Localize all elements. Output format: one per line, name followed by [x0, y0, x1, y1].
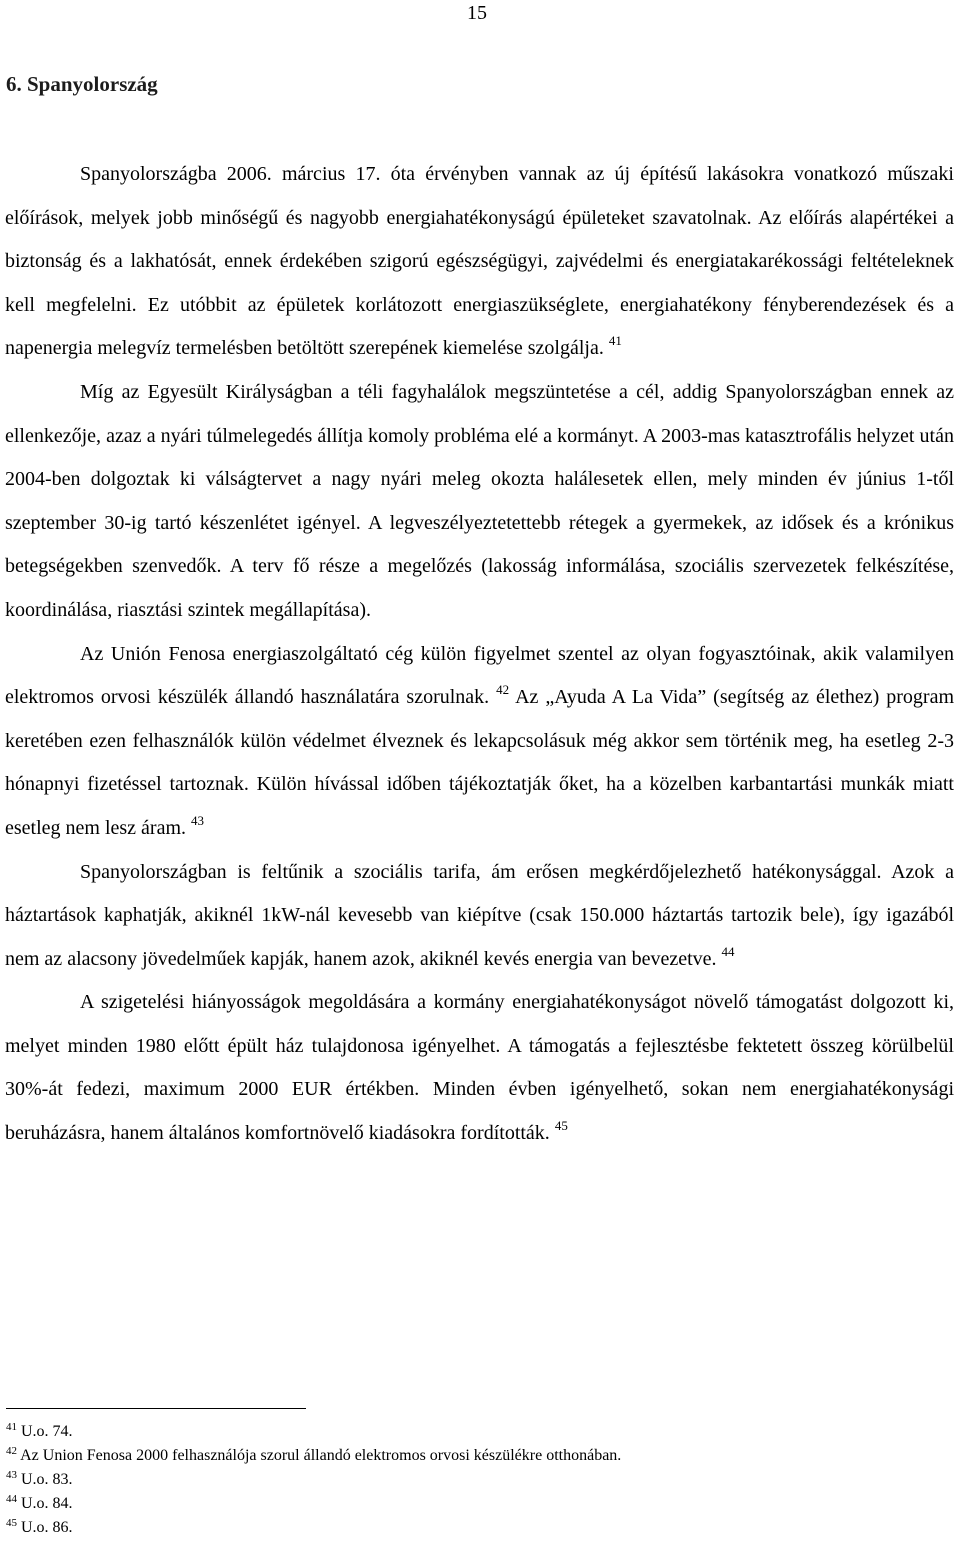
footnote-ref: 42 — [496, 682, 510, 698]
footnote-text: U.o. 86. — [21, 1519, 73, 1536]
paragraph — [5, 371, 954, 633]
footnote-text: U.o. 84. — [21, 1495, 73, 1512]
footnotes — [6, 1420, 946, 1540]
footnote — [6, 1516, 946, 1540]
paragraph — [5, 851, 954, 982]
paragraph — [5, 153, 954, 371]
footnote-number: 45 — [6, 1517, 17, 1529]
footnote-text: Az Union Fenosa 2000 felhasználója szorul állandó elektromos orvosi készülékre otthonában. — [20, 1447, 622, 1464]
paragraph-text: Míg az Egyesült Királyságban a téli fagyhalálok megszüntetése a cél, addig Spanyolországban ennek az ellenkezője, azaz a nyári túlmelegedés állítja komoly probléma elé a kormányt. A 2003-mas katasztrofális helyzet után 2004-ben dolgoztak ki válságtervet a nagy nyári meleg okozta halálesetek ellen, mely minden év június 1-től szeptember 30-ig tartó készenlétet igényel. A legveszélyeztetettebb rétegek a gyermekek, az idősek és a krónikus betegségekben szenvedők. A terv fő része a megelőzés (lakosság informálása, szociális szervezetek felkészítése, koordinálása, riasztási szintek megállapítása). — [5, 380, 954, 621]
paragraph-text: A szigetelési hiányosságok megoldására a kormány energiahatékonyságot növelő támogatást dolgozott ki, melyet minden 1980 előtt épült ház tulajdonosa igényelhet. A támogatás a fejlesztésbe fektetett összeg körülbelül 30%-át fedezi, maximum 2000 EUR értékben. Minden évben igényelhető, sokan nem energiahatékonysági beruházásra, hanem általános komfortnövelő kiadásokra fordították. — [5, 991, 954, 1145]
footnote-number: 43 — [6, 1469, 17, 1481]
footnote-text: U.o. 83. — [21, 1471, 73, 1488]
paragraph-text: Az „Ayuda A La Vida” (segítség az élethez) program keretében ezen felhasználók külön védelmet élveznek és lekapcsolásuk még akkor sem történik meg, ha esetleg 2-3 hónapnyi fizetéssel tartoznak. Külön hívással időben tájékoztatják őket, ha a közelben karbantartási munkák miatt esetleg nem lesz áram. — [5, 686, 954, 839]
body-text — [5, 153, 954, 1156]
paragraph — [5, 633, 954, 851]
footnote — [6, 1468, 946, 1492]
footnote-number: 42 — [6, 1445, 17, 1457]
footnote-number: 44 — [6, 1493, 17, 1505]
paragraph-text: Az Unión Fenosa energiaszolgáltató cég külön figyelmet szentel az olyan fogyasztóinak, akik valamilyen elektromos orvosi készülék állandó használatára szorulnak. — [5, 642, 954, 709]
paragraph-text: Spanyolországba 2006. március 17. óta érvényben vannak az új építésű lakásokra vonatkozó műszaki előírások, melyek jobb minőségű és nagyobb energiahatékonyságú épületeket szavatolnak. Az előírás alapértékei a biztonság és a lakhatósát, ennek érdekében szigorú egészségügyi, zajvédelmi és energiatakarékossági feltételeknek kell megfelelni. Ez utóbbit az épületek korlátozott energiaszükséglete, energiahatékony fényberendezések és a napenergia melegvíz termelésben betöltött szerepének kiemelése szolgálja. — [5, 163, 954, 360]
footnote-ref: 43 — [191, 812, 205, 828]
footnote-ref: 41 — [608, 333, 622, 349]
footnote-text: U.o. 74. — [21, 1423, 73, 1440]
footnote-number: 41 — [6, 1421, 17, 1433]
footnote-ref: 45 — [554, 1118, 568, 1134]
footnote-ref: 44 — [721, 943, 735, 959]
footnote-divider — [6, 1408, 306, 1409]
page-number: 15 — [467, 2, 487, 24]
paragraph-text: Spanyolországban is feltűnik a szociális tarifa, ám erősen megkérdőjelezhető hatékonysággal. Azok a háztartások kaphatják, akiknél 1kW-nál kevesebb van kiépítve (csak 150.000 háztartás tartozik bele), így igazából nem az alacsony jövedelműek kapják, hanem azok, akiknél kevés energia van bevezetve. — [5, 860, 954, 970]
footnote — [6, 1420, 946, 1444]
paragraph — [5, 981, 954, 1155]
section-heading: 6. Spanyolország — [6, 72, 158, 96]
footnote — [6, 1492, 946, 1516]
footnote — [6, 1444, 946, 1468]
